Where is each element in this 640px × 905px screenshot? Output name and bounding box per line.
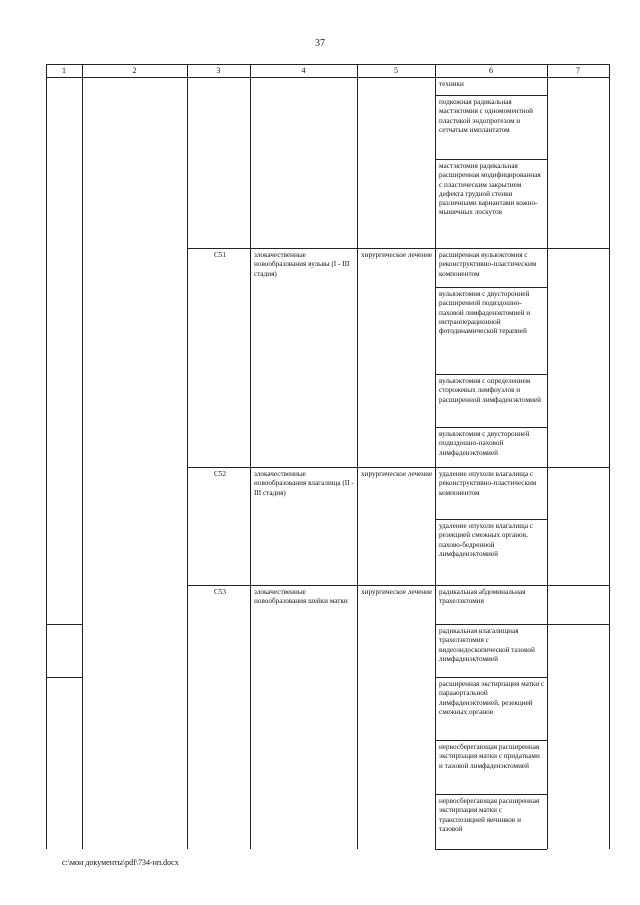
diagnosis-code: C51 (214, 251, 226, 259)
header-col-3: 3 (216, 66, 221, 75)
col1-sep-a (46, 624, 82, 625)
method-sep (435, 624, 547, 625)
header-divider (46, 77, 609, 78)
group-sep-c53 (187, 585, 609, 586)
group-sep-c51 (187, 248, 609, 249)
table-border-left (46, 64, 47, 849)
diagnosis-code: C52 (214, 470, 226, 478)
method-cell: вульвэктомия с двусторонней расширенной подвздошно-паховой лимфаденэктомией и интраоперационной фотодинамической терапией (439, 290, 531, 336)
method-cell: вульвэктомия с определением сторожевых лимфоузлов и расширенной лимфаденэктомией (439, 377, 542, 404)
method-sep (435, 740, 547, 741)
col-sep-5 (435, 64, 436, 849)
treatment-type: хирургическое лечение (361, 470, 433, 478)
col-sep-3 (250, 64, 251, 849)
col7-sep-a (547, 624, 609, 625)
header-col-7: 7 (576, 66, 580, 75)
footer-file-path: c:\мои документы\pdf\734-нп.docx (62, 858, 179, 867)
header-col-4: 4 (301, 66, 306, 75)
diagnosis-text: злокачественные новообразования вульвы (I - III стадия) (254, 251, 350, 278)
treatment-type: хирургическое лечение (361, 251, 433, 259)
method-cell: радикальная влагалищная трахелэктомия с видеоэндоскопической тазовой лимфаденэктомией (439, 627, 535, 663)
diagnosis-text: злокачественные новообразования влагалища (II - III стадия) (254, 470, 354, 497)
method-sep (435, 374, 547, 375)
col-sep-1 (82, 64, 83, 849)
table-border-right (609, 64, 610, 849)
method-sep (435, 95, 547, 96)
method-cell: подкожная радикальная мастэктомия с одномоментной пластикой эндопротезом и сетчатым имплантатом (439, 98, 534, 134)
method-cell: расширенная экстирпация матки с парааортальной лимфаденэктомией, резекцией смежных органов (439, 680, 545, 716)
method-sep (435, 794, 547, 795)
table-border-bottom-methods (435, 849, 547, 850)
header-col-1: 1 (62, 66, 66, 75)
col1-sep-b (46, 677, 82, 678)
col-sep-2 (187, 64, 188, 849)
method-cell: нервосберегающая расширенная экстирпация матки с придатками и тазовой лимфаденэктомией (439, 743, 540, 770)
group-sep-c52 (187, 467, 609, 468)
method-cell: нервосберегающая расширенная экстирпация матки с транспозицией яичников и тазовой (439, 797, 540, 833)
method-sep (435, 519, 547, 520)
diagnosis-code: C53 (214, 588, 226, 596)
method-cell: расширенная вульвэктомия с реконструктивно-пластическим компонентом (439, 251, 537, 278)
header-col-2: 2 (132, 66, 137, 75)
method-cell: вульвэктомия с двусторонней подвздошно-паховой лимфаденэктомией (439, 430, 530, 457)
diagnosis-text: злокачественные новообразования шейки матки (254, 588, 348, 606)
method-cell: удаление опухоли влагалища с резекцией смежных органов, пахово-бедренной лимфаденэктомией (439, 522, 534, 558)
header-col-5: 5 (394, 66, 398, 75)
method-cell: техники (439, 80, 464, 88)
col-sep-6 (547, 64, 548, 849)
method-sep (435, 427, 547, 428)
header-col-6: 6 (489, 66, 493, 75)
method-cell: удаление опухоли влагалища с реконструктивно-пластическим компонентом (439, 470, 537, 497)
method-cell: радикальная абдоминальная трахелэктомия (439, 588, 526, 606)
page-number: 37 (315, 38, 325, 49)
method-sep (435, 159, 547, 160)
method-cell: мастэктомия радикальная расширенная модифицированная с пластическим закрытием дефекта грудной стенки различными вариантами кожно-мышечных лоскутов (439, 162, 541, 217)
method-sep (435, 677, 547, 678)
method-sep (435, 287, 547, 288)
treatment-type: хирургическое лечение (361, 588, 433, 596)
col-sep-4 (357, 64, 358, 849)
